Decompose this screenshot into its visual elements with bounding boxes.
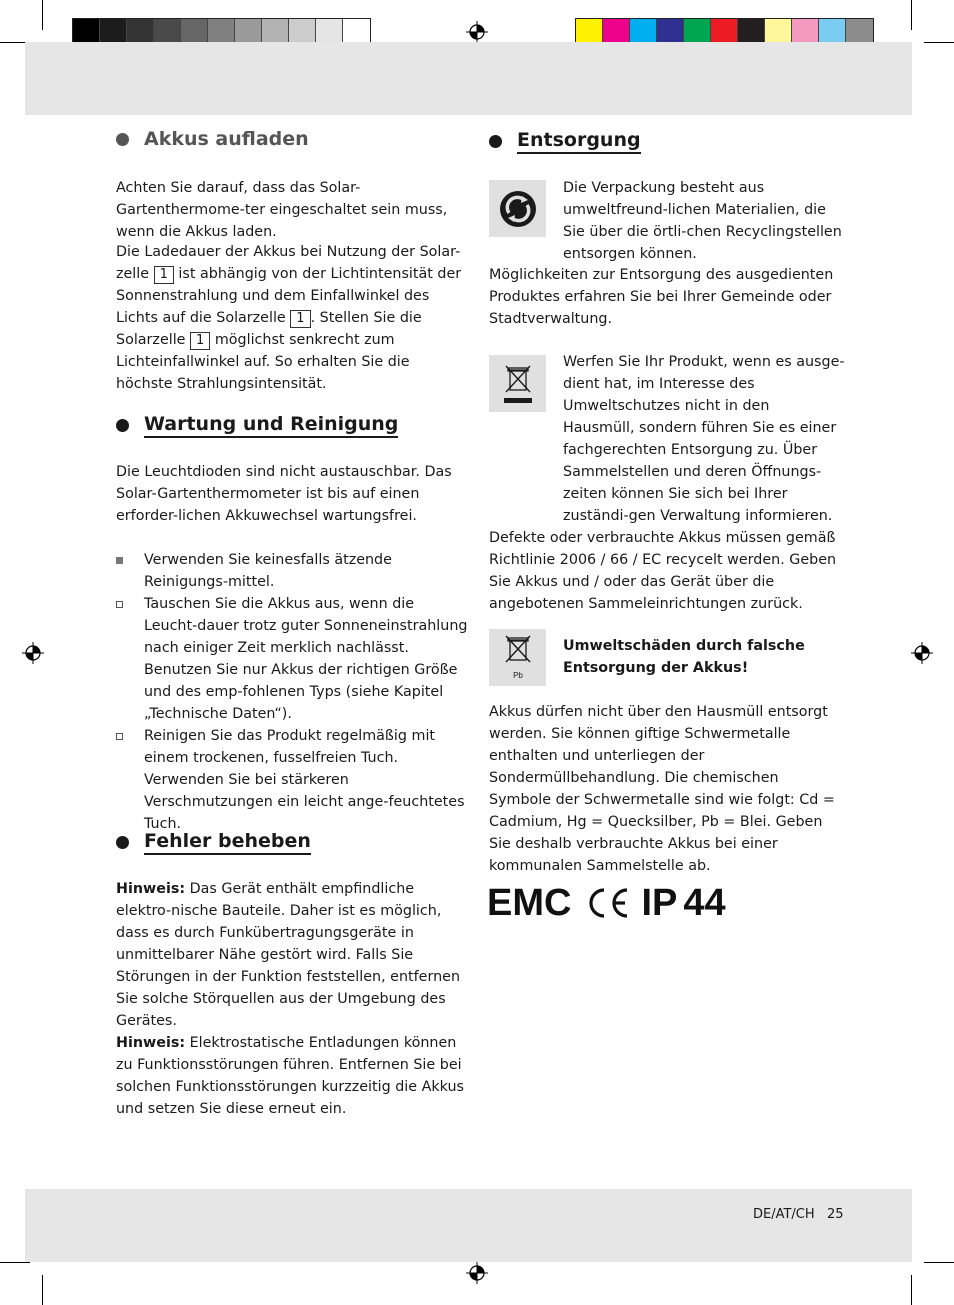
crop-mark [0,1262,30,1263]
registration-mark-icon [22,642,44,664]
registration-mark-icon [466,21,488,43]
entsorgung-paragraph-4: Defekte oder verbrauchte Akkus müssen gemäß Richtlinie 2006 / 66 / EC recycelt werden. Geben Sie Akkus und / oder das Gerät über die angebotenen Sammeleinrichtungen zurück. [489,530,837,612]
checkbox-bullet-icon [116,733,123,740]
section-title-wartung: Wartung und Reinigung [116,413,398,438]
certification-marks [487,880,726,926]
section-title-akkus: Akkus aufladen [116,128,309,150]
emc-mark: EMC [487,881,572,924]
crop-mark [924,1262,954,1263]
section-title-entsorgung: Entsorgung [489,129,641,154]
entsorgung-paragraph-3: Werfen Sie Ihr Produkt, wenn es ausge-dient hat, im Interesse des Umweltschutzes nicht in den Hausmüll, sondern führen Sie es einer fachgerechten Entsorgung zu. Über Sammelstellen und deren Öffnungs-zeiten können Sie sich bei Ihrer zuständi-gen Verwaltung informieren. [563,354,845,524]
crop-mark [42,1275,43,1305]
header-band [25,42,912,115]
entsorgung-paragraph-2: Möglichkeiten zur Entsorgung des ausgedienten Produktes erfahren Sie bei Ihrer Gemeinde oder Stadtverwaltung. [489,267,834,327]
section-title-fehler: Fehler beheben [116,830,311,855]
bullet-icon [116,133,129,146]
crop-mark [911,0,912,30]
weee-bin-icon [489,355,546,412]
bullet-icon [116,419,129,432]
bullet-icon [489,135,502,148]
entsorgung-paragraph-5: Akkus dürfen nicht über den Hausmüll entsorgt werden. Sie können giftige Schwermetalle enthalten und unterliegen der Sondermüllbehandlung. Die chemischen Symbole der Schwermetalle sind wie folgt: Cd = Cadmium, Hg = Quecksilber, Pb = Blei. Geben Sie deshalb verbrauchte Akkus bei einer kommunalen Sammelstelle ab. [489,704,835,874]
list-item: Reinigen Sie das Produkt regelmäßig mit einem trockenen, fusselfreien Tuch. Verwenden Sie bei stärkeren Verschmutzungen ein leicht ange-feuchtetes Tuch. [116,725,470,835]
footer-lang: DE/AT/CH [753,1207,815,1222]
pb-label: Pb [512,670,523,680]
akkus-paragraph-1: Achten Sie darauf, dass das Solar-Gartenthermome-ter eingeschaltet sein muss, wenn die Akkus laden. [116,180,448,240]
checkbox-bullet-icon [116,601,123,608]
ip-mark-prefix: IP [641,881,678,924]
registration-mark-icon [466,1262,488,1284]
entsorgung-paragraph-1: Die Verpackung besteht aus umweltfreund-lichen Materialien, die Sie über die örtli-chen Recyclingstellen entsorgen können. [563,180,842,262]
part-ref-solar-cell: 1 [190,332,210,350]
recycling-icon [489,180,546,237]
registration-mark-icon [911,642,933,664]
list-item: Verwenden Sie keinesfalls ätzende Reinigungs-mittel. [116,549,470,593]
square-bullet-icon [116,557,123,564]
battery-bin-pb-icon [489,629,546,686]
warning-text: Umweltschäden durch falsche Entsorgung der Akkus! [563,638,805,676]
ip-mark-number: 44 [683,881,726,924]
part-ref-solar-cell: 1 [154,266,174,284]
page-number: 25 [827,1207,844,1222]
akkus-paragraph-2: Die Ladedauer der Akkus bei Nutzung der Solar-zelle 1 ist abhängig von der Lichtintensität der Sonnenstrahlung und dem Einfallwinkel des Lichts auf die Solarzelle 1 . Stellen Sie die Solarzelle 1 möglichst senkrecht zum Lichteinfallwinkel auf. So erhalten Sie die höchste Strahlungsintensität. [116,244,462,392]
ce-mark-icon [585,886,633,920]
crop-mark [924,42,954,43]
list-item: Tauschen Sie die Akkus aus, wenn die Leucht-dauer trotz guter Sonneneinstrahlung nach einiger Zeit merklich nachlässt. Benutzen Sie nur Akkus der richtigen Größe und des emp-fohlenen Typs (siehe Kapitel „Technische Daten“). [116,593,470,725]
crop-mark [42,0,43,30]
wartung-list [116,549,470,835]
crop-mark [911,1275,912,1305]
part-ref-solar-cell: 1 [290,310,310,328]
wartung-paragraph: Die Leuchtdioden sind nicht austauschbar. Das Solar-Gartenthermometer ist bis auf einen erforder-lichen Akkuwechsel wartungsfrei. [116,464,452,524]
fehler-paragraph: Hinweis: Das Gerät enthält empfindliche elektro-nische Bauteile. Daher ist es möglich, dass es durch Funkübertragungsgeräte in unmittelbarer Nähe gestört wird. Falls Sie Störungen in der Funktion feststellen, entfernen Sie solche Störquellen aus der Umgebung des Gerätes. Hinweis: Elektrostatische Entladungen können zu Funktionsstörungen führen. Entfernen Sie bei solchen Funktionsstörungen kurzzeitig die Akkus und setzen Sie diese erneut ein. [116,881,464,1117]
footer-band [25,1189,912,1262]
bullet-icon [116,836,129,849]
